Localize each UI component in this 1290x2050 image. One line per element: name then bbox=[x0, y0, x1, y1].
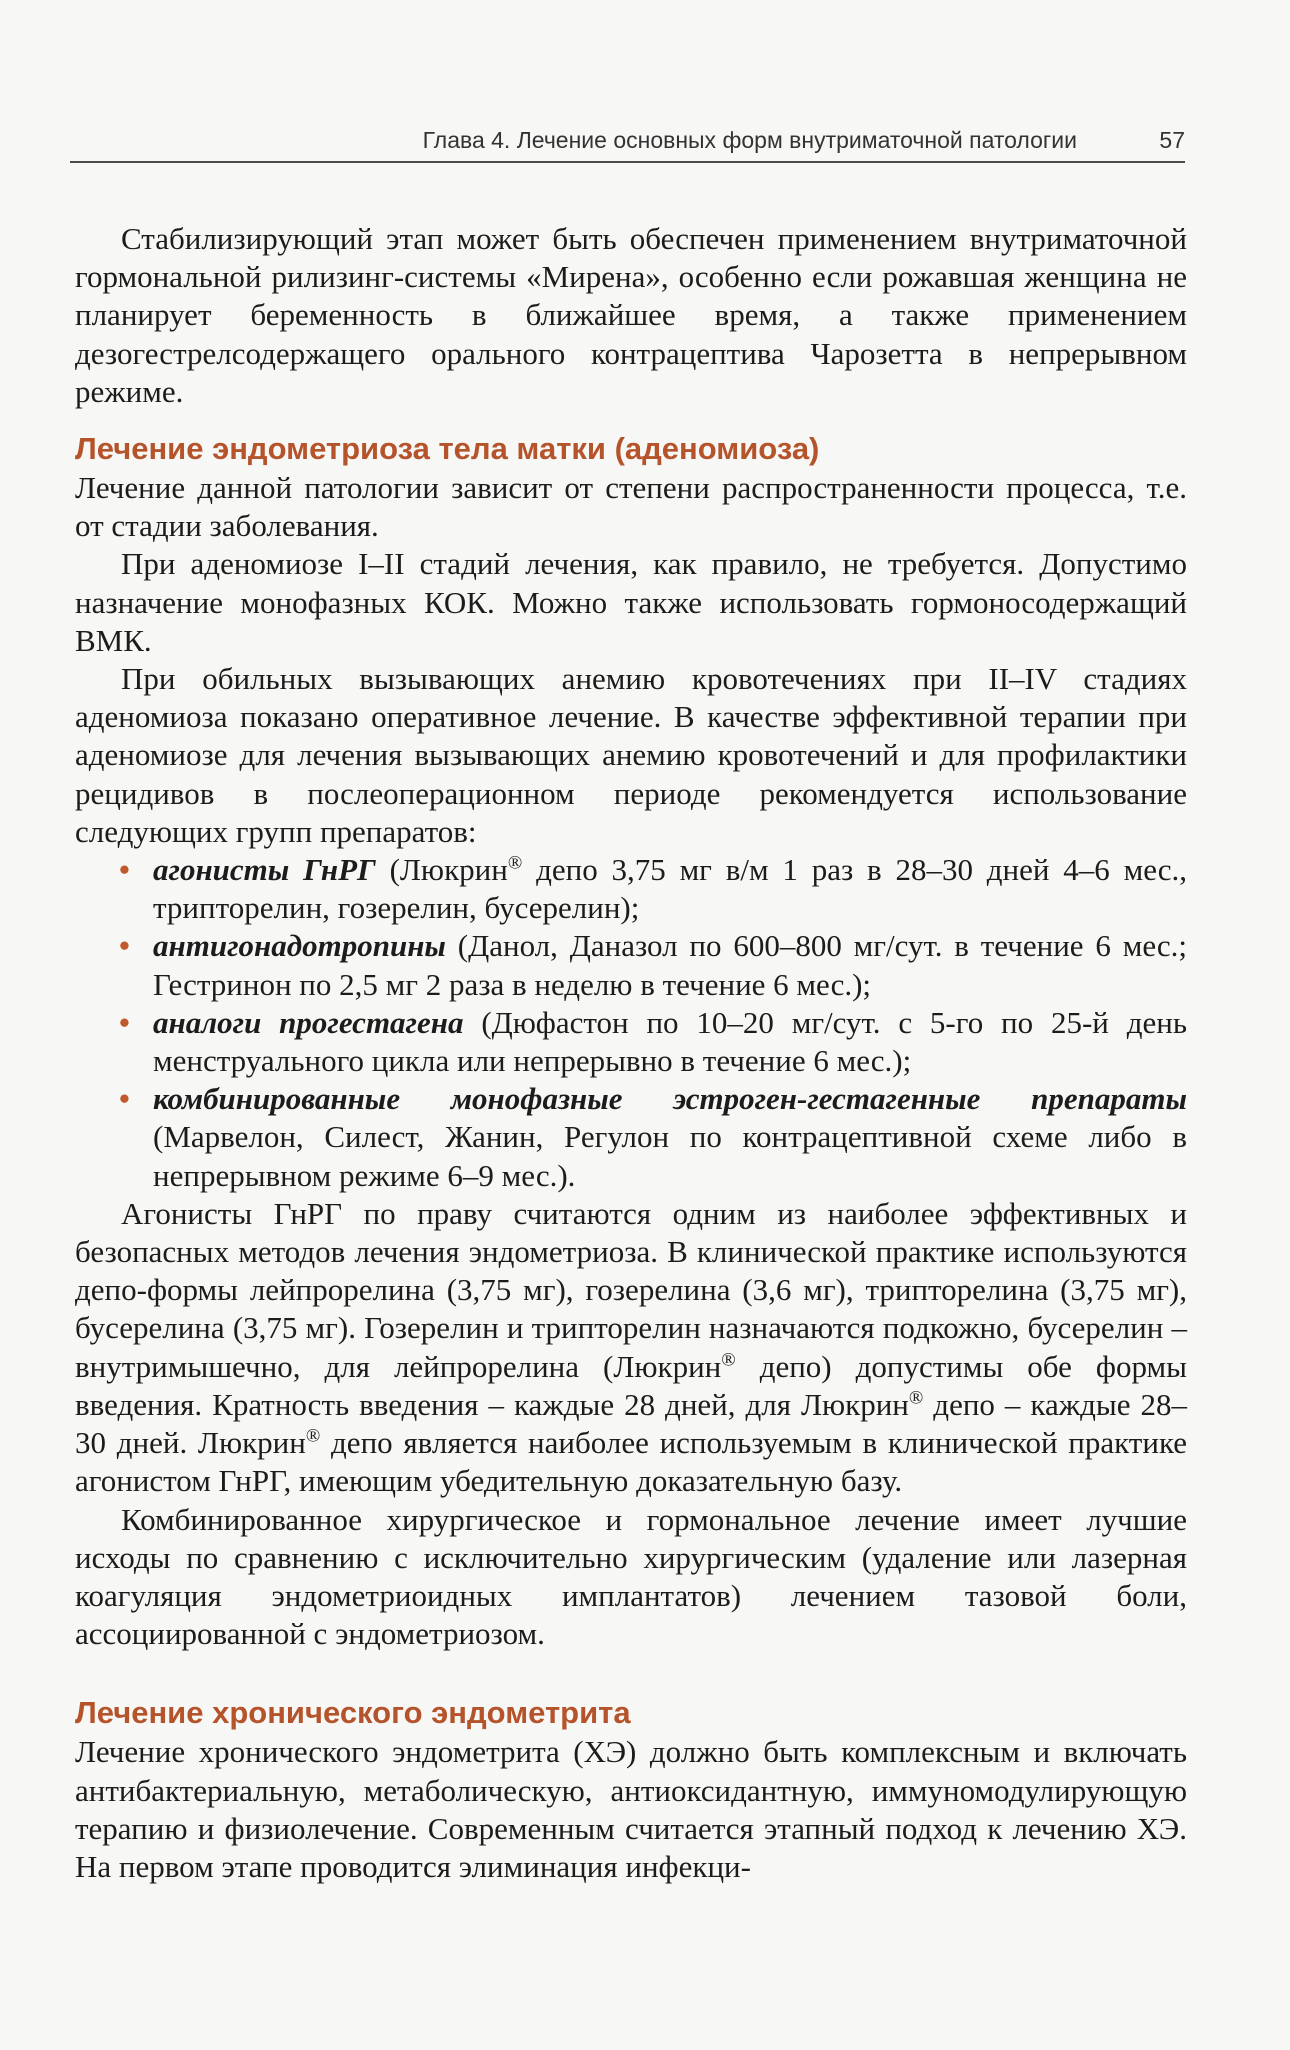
drug-group-list bbox=[75, 851, 1187, 1195]
registered-mark: ® bbox=[908, 1387, 924, 1409]
list-item bbox=[75, 851, 1187, 927]
paragraph-text: депо является наиболее используемым в клинической практике агонистом ГнРГ, имеющим убедительную доказательную базу. bbox=[75, 1425, 1187, 1499]
running-header bbox=[70, 125, 1185, 163]
drug-group-term: комбинированные монофазные эстроген-гестагенные препараты bbox=[153, 1081, 1187, 1117]
chapter-title: Глава 4. Лечение основных форм внутриматочной патологии bbox=[422, 127, 1077, 153]
list-item-text: депо 3,75 мг в/м 1 раз в 28–30 дней 4–6 мес., трипторелин, гозерелин, бусерелин); bbox=[153, 852, 1187, 926]
intro-paragraph: Стабилизирующий этап может быть обеспечен применением внутриматочной гормональной рилизинг-системы «Мирена», особенно если рожавшая женщина не планирует беременность в ближайшее время, а также применением дезогестрелсодержащего орального контрацептива Чарозетта в непрерывном режиме. bbox=[75, 221, 1187, 409]
registered-mark: ® bbox=[305, 1425, 321, 1447]
bullet-icon: • bbox=[119, 852, 130, 888]
paragraph-text: депо – каждые 28–30 дней. Люкрин bbox=[75, 1386, 1187, 1461]
list-item-text: (Данол, Даназол по 600–800 мг/сут. в течение 6 мес.; Гестринон по 2,5 мг 2 раза в неделю в течение 6 мес.); bbox=[153, 928, 1187, 1002]
paragraph: При обильных вызывающих анемию кровотечениях при II–IV стадиях аденомиоза показано оперативное лечение. В качестве эффективной терапии при аденомиозе для лечения вызывающих анемию кровотечений и для профилактики рецидивов в послеоперационном периоде рекомендуется использование следующих групп препаратов: bbox=[75, 661, 1187, 849]
list-item bbox=[75, 1080, 1187, 1195]
bullet-icon: • bbox=[119, 1081, 130, 1117]
list-item bbox=[75, 927, 1187, 1003]
page-number: 57 bbox=[1159, 127, 1185, 153]
page-body bbox=[75, 220, 1187, 1886]
section-heading-chronic-endometritis: Лечение хронического эндометрита bbox=[75, 1695, 631, 1731]
bullet-icon: • bbox=[119, 1004, 130, 1040]
registered-mark: ® bbox=[507, 852, 523, 874]
list-item-text: (Дюфастон по 10–20 мг/сут. с 5-го по 25-й день менструального цикла или непрерывно в течение 6 мес.); bbox=[153, 1004, 1187, 1079]
registered-mark: ® bbox=[721, 1349, 736, 1371]
list-item-text: (Люкрин bbox=[375, 852, 508, 888]
drug-group-term: аналоги прогестагена bbox=[153, 1004, 464, 1040]
list-item-text: (Марвелон, Силест, Жанин, Регулон по контрацептивной схеме либо в непрерывном режиме 6–9 мес.). bbox=[153, 1119, 1187, 1193]
paragraph-text: депо) допустимы обе формы введения. Кратность введения – каждые 28 дней, для Люкрин bbox=[75, 1348, 1187, 1422]
paragraph: Лечение данной патологии зависит от степени распространенности процесса, т.е. от стадии заболевания. bbox=[75, 470, 1187, 544]
paragraph: При аденомиозе I–II стадий лечения, как правило, не требуется. Допустимо назначение монофазных КОК. Можно также использовать гормоносодержащий ВМК. bbox=[75, 546, 1187, 658]
list-item bbox=[75, 1004, 1187, 1080]
paragraph-gnrh-agonists bbox=[75, 1195, 1187, 1501]
paragraph-text: Агонисты ГнРГ по праву считаются одним из наиболее эффективных и безопасных методов лечения эндометриоза. В клинической практике используются депо-формы лейпрорелина (3,75 мг), гозерелина (3,6 мг), трипторелина (3,75 мг), бусерелина (3,75 мг). Гозерелин и трипторелин назначаются подкожно, бусерелин – внутримышечно, для лейпрорелина (Люкрин bbox=[75, 1195, 1187, 1384]
paragraph: Лечение хронического эндометрита (ХЭ) должно быть комплексным и включать антибактериальную, метаболическую, антиоксидантную, иммуномодулирующую терапию и физиолечение. Современным считается этапный подход к лечению ХЭ. На первом этапе проводится элиминация инфекци- bbox=[75, 1734, 1187, 1884]
drug-group-term: агонисты ГнРГ bbox=[153, 852, 376, 888]
paragraph: Комбинированное хирургическое и гормональное лечение имеет лучшие исходы по сравнению с исключительно хирургическим (удаление или лазерная коагуляция эндометриоидных имплантатов) лечением тазовой боли, ассоциированной с эндометриозом. bbox=[75, 1501, 1187, 1652]
bullet-icon: • bbox=[119, 928, 130, 964]
section-heading-adenomyosis: Лечение эндометриоза тела матки (аденомиоза) bbox=[75, 431, 820, 467]
drug-group-term: антигонадотропины bbox=[153, 928, 446, 964]
